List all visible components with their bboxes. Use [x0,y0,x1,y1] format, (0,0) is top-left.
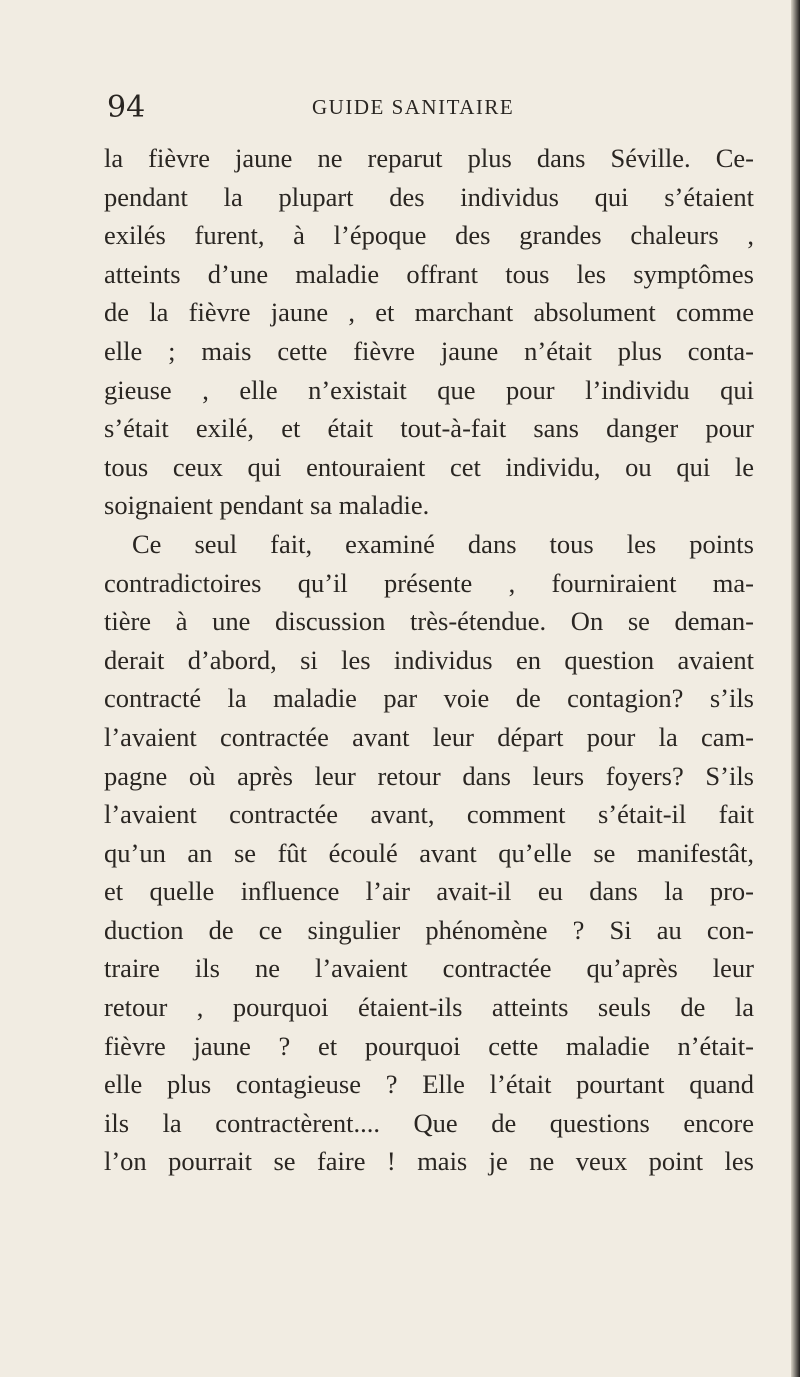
text-line: s’était exilé, et était tout-à-fait sans danger pour [104,413,754,444]
paragraph-end-line: soignaient pendant sa maladie. [104,490,430,521]
text-line: elle ; mais cette fièvre jaune n’était plus conta- [104,335,754,366]
text-line: ils la contractèrent.... Que de questions encore [104,1107,754,1138]
page-edge-shadow [791,0,800,1377]
text-line: traire ils ne l’avaient contractée qu’après leur [104,953,754,984]
running-head: GUIDE SANITAIRE [312,95,515,119]
text-line: elle plus contagieuse ? Elle l’était pourtant quand [104,1069,754,1100]
body-text [104,139,754,1181]
text-line: pagne où après leur retour dans leurs foyers? S’ils [104,760,754,791]
text-line: pendant la plupart des individus qui s’étaient [104,181,754,212]
text-line: de la fièvre jaune , et marchant absolument comme [104,297,754,328]
page-header [107,88,747,128]
text-line: exilés furent, à l’époque des grandes chaleurs , [104,220,754,251]
text-line: l’avaient contractée avant leur départ pour la cam- [104,721,754,752]
text-line: tous ceux qui entouraient cet individu, ou qui le [104,451,754,482]
text-line: l’on pourrait se faire ! mais je ne veux point les [104,1146,754,1177]
text-line: contradictoires qu’il présente , fourniraient ma- [104,567,754,598]
text-line: l’avaient contractée avant, comment s’était-il fait [104,799,754,830]
text-line: et quelle influence l’air avait-il eu dans la pro- [104,876,754,907]
text-line: qu’un an se fût écoulé avant qu’elle se manifestât, [104,837,754,868]
page-number: 94 [107,90,146,125]
text-line: atteints d’une maladie offrant tous les symptômes [104,258,754,289]
text-line: duction de ce singulier phénomène ? Si au con- [104,914,754,945]
text-line: fièvre jaune ? et pourquoi cette maladie n’était- [104,1030,754,1061]
text-line: retour , pourquoi étaient-ils atteints seuls de la [104,992,754,1023]
text-line: derait d’abord, si les individus en question avaient [104,644,754,675]
text-line: contracté la maladie par voie de contagion? s’ils [104,683,754,714]
paragraph-start-line: Ce seul fait, examiné dans tous les points [132,528,754,559]
text-line: tière à une discussion très-étendue. On se deman- [104,606,754,637]
text-line: la fièvre jaune ne reparut plus dans Séville. Ce- [104,143,754,173]
text-line: gieuse , elle n’existait que pour l’individu qui [104,374,754,405]
